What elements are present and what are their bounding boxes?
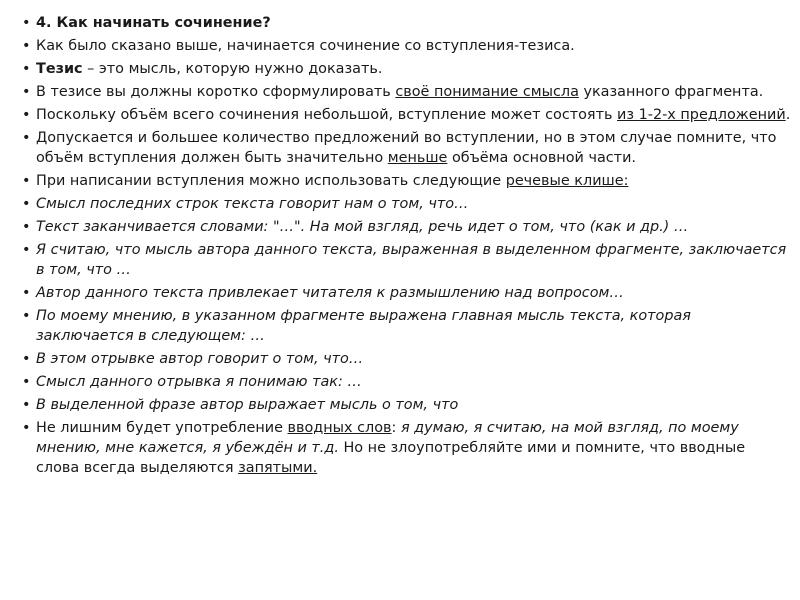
item-text: При написании вступления можно использовать следующие	[36, 173, 506, 189]
bullet: •	[22, 285, 31, 301]
item-text: В тезисе вы должны коротко сформулировать	[36, 84, 396, 100]
list-item-final	[22, 418, 792, 478]
cliche-text: Смысл последних строк текста говорит нам о том, что…	[36, 196, 469, 212]
section-heading: 4. Как начинать сочинение?	[36, 15, 271, 31]
cliche-item	[22, 194, 792, 214]
bullet: •	[22, 374, 31, 390]
bullet: •	[22, 15, 31, 31]
examples-italic: я думаю, я считаю, на мой взгляд, по моему мнению, мне кажется, я убеждён и т.д.	[36, 420, 739, 456]
cliche-item	[22, 240, 792, 280]
bullet: •	[22, 397, 31, 413]
cliche-item	[22, 349, 792, 369]
cliche-text: Текст заканчивается словами: "…". На мой взгляд, речь идет о том, что (как и др.) …	[36, 219, 689, 235]
underlined-phrase: своё понимание смысла	[395, 84, 579, 100]
bullet: •	[22, 84, 31, 100]
cliche-item	[22, 217, 792, 237]
cliche-item	[22, 283, 792, 303]
item-text: указанного фрагмента.	[578, 84, 764, 100]
underlined-phrase: меньше	[387, 150, 448, 166]
item-text: :	[391, 420, 401, 436]
bullet: •	[22, 38, 31, 54]
cliche-text: Смысл данного отрывка я понимаю так: …	[36, 374, 362, 390]
item-text: Но не злоупотребляйте ими и помните, что вводные слова всегда выделяются	[36, 440, 746, 476]
list-item	[22, 82, 792, 102]
item-text: Поскольку объём всего сочинения небольшой, вступление может состоять	[36, 107, 618, 123]
bullet: •	[22, 107, 31, 123]
bullet: •	[22, 351, 31, 367]
underlined-phrase: вводных слов	[287, 420, 392, 436]
content-list	[22, 13, 792, 481]
bullet: •	[22, 196, 31, 212]
cliche-text: В этом отрывке автор говорит о том, что…	[36, 351, 364, 367]
bullet: •	[22, 308, 31, 324]
underlined-phrase: речевые клише:	[505, 173, 629, 189]
cliche-item	[22, 372, 792, 392]
list-item	[22, 36, 792, 56]
underlined-phrase: запятыми.	[238, 460, 318, 476]
cliche-text: В выделенной фразе автор выражает мысль о том, что	[36, 397, 459, 413]
cliche-text: По моему мнению, в указанном фрагменте выражена главная мысль текста, которая заключается в следующем: …	[36, 308, 691, 344]
item-text: Как было сказано выше, начинается сочинение со вступления-тезиса.	[36, 38, 575, 54]
bullet: •	[22, 61, 31, 77]
list-item	[22, 171, 792, 191]
bullet: •	[22, 130, 31, 146]
item-text: Допускается и большее количество предложений во вступлении, но в этом случае помните, что объём вступления должен быть значительно	[36, 130, 777, 166]
bullet: •	[22, 420, 31, 436]
item-text: – это мысль, которую нужно доказать.	[82, 61, 383, 77]
item-text: Не лишним будет употребление	[36, 420, 288, 436]
cliche-text: Я считаю, что мысль автора данного текста, выраженная в выделенном фрагменте, заключается в том, что …	[36, 242, 787, 278]
cliche-text: Автор данного текста привлекает читателя к размышлению над вопросом…	[36, 285, 624, 301]
bullet: •	[22, 173, 31, 189]
bullet: •	[22, 219, 31, 235]
underlined-phrase: из 1-2-х предложений	[617, 107, 786, 123]
list-item	[22, 59, 792, 79]
list-item	[22, 128, 792, 168]
item-text: объёма основной части.	[447, 150, 636, 166]
list-item-heading	[22, 13, 792, 33]
cliche-item	[22, 306, 792, 346]
item-text: .	[785, 107, 791, 123]
cliche-item	[22, 395, 792, 415]
list-item	[22, 105, 792, 125]
bullet: •	[22, 242, 31, 258]
term-bold: Тезис	[36, 61, 83, 77]
